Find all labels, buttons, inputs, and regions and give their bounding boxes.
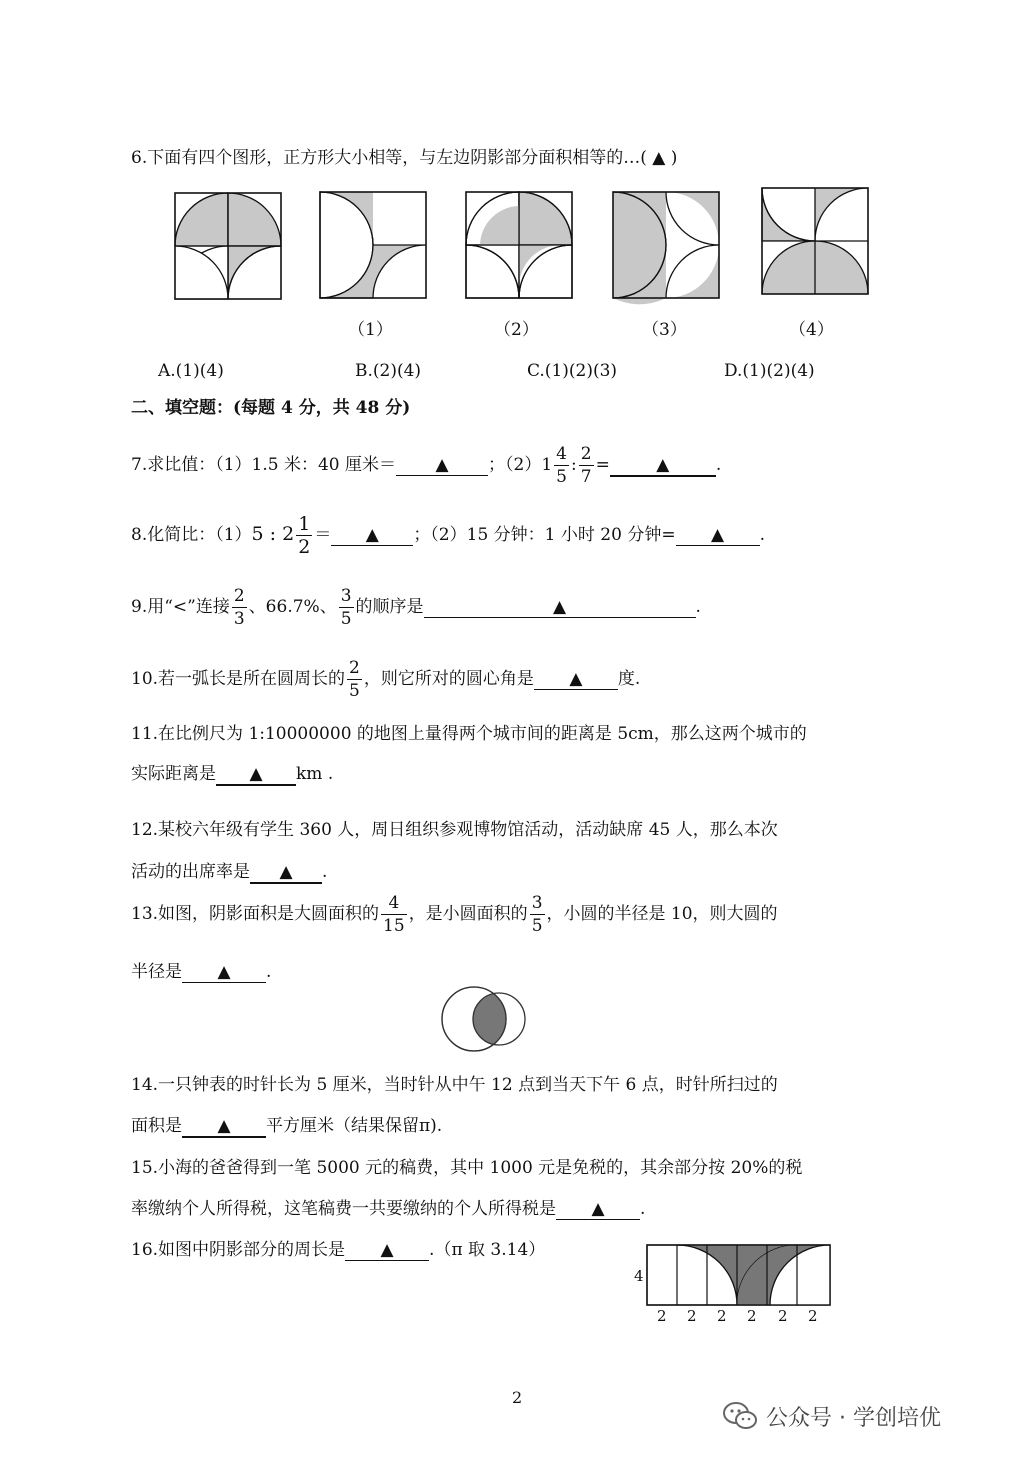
q13-fraction-1 [381,892,407,937]
q14-line-1: 14.一只钟表的时针长为 5 厘米，当时针从中午 12 点到当天下午 6 点，时针所扫过的 [131,1075,778,1095]
q13-line-2-end: . [266,962,272,982]
q12-blank [250,862,322,884]
q6-text: 6.下面有四个图形，正方形大小相等，与左边阴影部分面积相等的…( ▲ ) [131,148,678,168]
q8-answer-mark-2: ▲ [711,525,725,545]
q9-fraction-1 [232,585,247,630]
q14-line-2 [131,1114,442,1138]
q11-line-2-end: km . [296,764,334,784]
q16-width-label-6: 2 [808,1307,818,1325]
q6-label-4: （4） [789,320,834,340]
q16-width-label-2: 2 [687,1307,697,1325]
q15-line-1: 15.小海的爸爸得到一笔 5000 元的稿费，其中 1000 元是免税的，其余部分按 20%的税 [131,1158,803,1178]
q7-whole: 1 [541,455,553,475]
q7 [131,440,721,490]
q9 [131,582,701,632]
q7-prefix: 7.求比值：（1）1.5 米：40 厘米＝ [131,455,397,475]
q6-option-c: C.(1)(2)(3) [527,361,618,381]
q14-line-2-prefix: 面积是 [131,1116,182,1136]
q16-end: .（π 取 3.14） [429,1240,546,1260]
q8-f-den: 2 [298,536,311,558]
q15-answer-mark: ▲ [591,1199,605,1219]
page-number: 2 [512,1388,523,1407]
q14-blank [182,1116,266,1138]
q13-suffix: ，小圆的半径是 10，则大圆的 [546,904,778,924]
q16-blank [345,1240,429,1261]
q8 [131,509,765,559]
q16-width-label-1: 2 [657,1307,667,1325]
q8-end: . [759,525,765,545]
q7-mid: ；（2） [488,455,542,475]
q7-colon: : [571,455,577,475]
q11-answer-mark: ▲ [249,764,263,784]
q11-blank [216,764,296,786]
q15-line-2-end: . [640,1199,646,1219]
q16-text [131,1238,545,1262]
q11-line-2-prefix: 实际距离是 [131,764,216,784]
q9-f2-den: 5 [340,609,352,629]
q8-blank-2 [676,525,760,546]
q9-suffix: 的顺序是 [355,597,424,617]
q13-f2-den: 5 [531,916,543,936]
q7-f2-den: 7 [580,467,592,487]
q12-line-2-end: . [322,862,328,882]
q7-fraction-2 [579,443,594,488]
q9-fraction-2 [339,585,354,630]
q11-line-1: 11.在比例尺为 1:10000000 的地图上量得两个城市间的距离是 5cm，那么这两个城市的 [131,724,807,744]
q8-ratio: 5 : 2 [251,523,295,545]
q7-f1-den: 5 [556,467,567,487]
q10-f-num: 2 [349,658,360,678]
q7-eq: = [595,455,610,475]
q8-answer-mark-1: ▲ [365,525,379,545]
watermark-text: 公众号 · 学创培优 [766,1405,941,1431]
q8-mid: ；（2）15 分钟：1 小时 20 分钟= [413,525,676,545]
q12-answer-mark: ▲ [279,862,293,882]
q10-blank [534,669,618,690]
q9-f1-num: 2 [233,586,245,606]
q14-line-2-end: 平方厘米（结果保留π). [266,1116,443,1136]
q10-mid: ，则它所对的圆心角是 [363,669,534,689]
q10-end: 度. [617,669,641,689]
q12-line-2-prefix: 活动的出席率是 [131,862,250,882]
q9-f2-num: 3 [340,586,352,606]
q10-f-den: 5 [349,681,360,701]
q7-answer-mark-2: ▲ [656,455,670,475]
q7-answer-mark-1: ▲ [435,455,449,475]
q13-blank [182,962,266,983]
q16-answer-mark: ▲ [380,1240,394,1260]
q6-option-d: D.(1)(2)(4) [724,361,815,381]
q13-f2-num: 3 [531,893,543,913]
q7-blank-2 [610,455,716,477]
q6-option-a: A.(1)(4) [158,361,224,381]
q6-label-3: （3） [642,320,687,340]
q13-line-1 [131,889,778,939]
q12-line-2 [131,860,327,884]
q8-eq: ＝ [314,525,332,545]
q16-width-label-5: 2 [778,1307,788,1325]
q15-line-2 [131,1197,645,1221]
q16-width-label-3: 2 [717,1307,727,1325]
q15-blank [556,1199,640,1220]
q9-answer-mark: ▲ [552,597,567,617]
q6-label-2: （2） [494,320,539,340]
q16-width-label-4: 2 [747,1307,757,1325]
q10-answer-mark: ▲ [569,669,583,689]
q7-end: . [715,455,722,475]
q8-fraction [296,513,312,558]
q8-f-num: 1 [298,513,311,535]
q9-mid: 、66.7%、 [248,597,337,617]
q13-line-2 [131,960,271,984]
wechat-icon [722,1401,758,1431]
q16-height-label: 4 [634,1267,644,1285]
q10 [131,654,640,704]
q9-prefix: 9.用“<”连接 [131,597,230,617]
q8-prefix: 8.化简比：（1） [131,525,252,545]
q6-figure-4 [762,188,868,294]
q13-fraction-2 [530,892,545,937]
q9-f1-den: 3 [233,609,245,629]
q6-reference-figure [175,193,281,299]
q12-line-1: 12.某校六年级有学生 360 人，周日组织参观博物馆活动，活动缺席 45 人，那么本次 [131,820,778,840]
q6-figure-3 [613,192,719,298]
q13-line-2-prefix: 半径是 [131,962,182,982]
q13-mid: ，是小圆面积的 [408,904,528,924]
q11-line-2 [131,762,333,786]
watermark [722,1398,941,1434]
q10-prefix: 10.若一弧长是所在圆周长的 [131,669,346,689]
q14-answer-mark: ▲ [217,1116,231,1136]
q7-blank-1 [396,455,488,476]
q16-shaded-figure [646,1244,832,1306]
q10-fraction [347,657,362,702]
q6-figure-1 [320,192,426,298]
q9-blank [424,597,696,618]
q15-line-2-prefix: 率缴纳个人所得税，这笔稿费一共要缴纳的个人所得税是 [131,1199,556,1219]
q7-f2-num: 2 [580,444,592,464]
q13-answer-mark: ▲ [217,962,231,982]
q13-prefix: 13.如图，阴影面积是大圆面积的 [131,904,380,924]
q7-f1-num: 4 [556,444,567,464]
q6-label-1: （1） [348,320,393,340]
q13-f1-num: 4 [381,892,407,915]
q16-prefix: 16.如图中阴影部分的周长是 [131,1240,346,1260]
q6-option-b: B.(2)(4) [355,361,422,381]
q6-figure-2 [466,192,572,298]
q8-blank-1 [331,525,413,546]
q9-end: . [695,597,701,617]
q13-circles-figure [440,984,528,1054]
section-2-header: 二、填空题：(每题 4 分，共 48 分) [131,398,411,418]
q13-f1-den: 15 [383,916,405,936]
q7-fraction-1 [554,443,569,488]
